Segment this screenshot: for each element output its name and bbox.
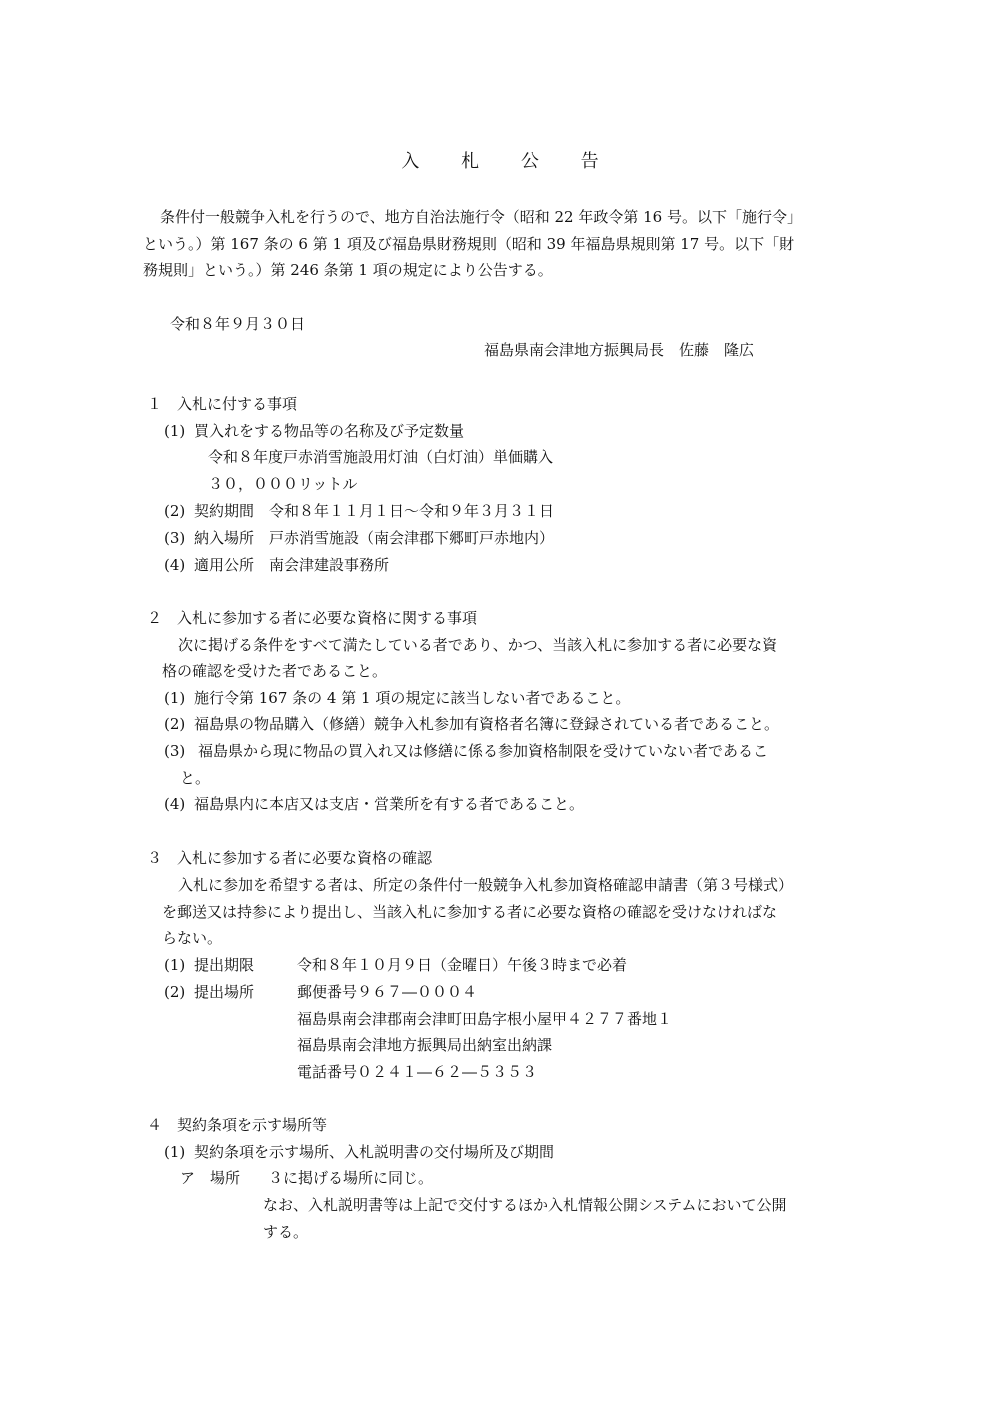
s1-item-4-text: 適用公所 南会津建設事務所 <box>194 556 390 574</box>
s3-office: 福島県南会津地方振興局出納室出納課 <box>297 1036 553 1054</box>
s1-item-4-label: (4) <box>164 556 186 574</box>
s1-item-name: 令和８年度戸赤消雪施設用灯油（白灯油）単価購入 <box>208 448 554 466</box>
s3-para-line-2: を郵送又は持参により提出し、当該入札に参加する者に必要な資格の確認を受けなければな <box>162 903 778 921</box>
section-4-heading: ４ 契約条項を示す場所等 <box>147 1116 328 1134</box>
s3-item-1-value: 令和８年１０月９日（金曜日）午後３時まで必着 <box>297 956 628 974</box>
s2-item-4-label: (4) <box>164 795 186 813</box>
section-2-heading: ２ 入札に参加する者に必要な資格に関する事項 <box>147 609 478 627</box>
s2-para-line-2: 格の確認を受けた者であること。 <box>162 662 388 680</box>
intro-line-2: という。）第 167 条の 6 第 1 項及び福島県財務規則（昭和 39 年福島県規則第 17 号。以下「財 <box>143 235 795 253</box>
s2-item-3-label: (3) <box>164 742 186 760</box>
s4-sub-a-value: ３に掲げる場所に同じ。 <box>268 1169 434 1187</box>
section-3-heading: ３ 入札に参加する者に必要な資格の確認 <box>147 849 433 867</box>
s1-item-3-text: 納入場所 戸赤消雪施設（南会津郡下郷町戸赤地内） <box>194 529 555 547</box>
s3-phone: 電話番号０２４１―６２―５３５３ <box>297 1063 538 1081</box>
s2-item-4-text: 福島県内に本店又は支店・営業所を有する者であること。 <box>194 795 585 813</box>
s3-para-line-1: 入札に参加を希望する者は、所定の条件付一般競争入札参加資格確認申請書（第３号様式） <box>178 876 794 894</box>
s3-item-2-key: 提出場所 <box>194 983 255 1001</box>
s2-item-3-text: 福島県から現に物品の買入れ又は修繕に係る参加資格制限を受けていない者であるこ <box>198 742 769 760</box>
issuer: 福島県南会津地方振興局長 佐藤 隆広 <box>484 341 755 359</box>
s2-item-1-text: 施行令第 167 条の 4 第 1 項の規定に該当しない者であること。 <box>194 689 631 707</box>
section-1-heading: １ 入札に付する事項 <box>147 395 298 413</box>
s2-item-1-label: (1) <box>164 689 186 707</box>
s1-item-2-text: 契約期間 令和８年１１月１日～令和９年３月３１日 <box>194 502 555 520</box>
s3-item-2-label: (2) <box>164 983 186 1001</box>
intro-line-1: 条件付一般競争入札を行うので、地方自治法施行令（昭和 22 年政令第 16 号。以下「施行令」 <box>160 208 802 226</box>
s3-postal-code: 郵便番号９６７―０００４ <box>297 983 478 1001</box>
s1-item-1-label: (1) <box>164 422 186 440</box>
s4-note-line-2: する。 <box>263 1223 309 1241</box>
s3-item-1-key: 提出期限 <box>194 956 255 974</box>
s1-item-2-label: (2) <box>164 502 186 520</box>
s3-address: 福島県南会津郡南会津町田島字根小屋甲４２７７番地１ <box>297 1010 673 1028</box>
s4-note-line-1: なお、入札説明書等は上記で交付するほか入札情報公開システムにおいて公開 <box>263 1196 787 1214</box>
s2-item-3-text-cont: と。 <box>180 769 211 787</box>
s2-item-2-text: 福島県の物品購入（修繕）競争入札参加有資格者名簿に登録されている者であること。 <box>194 715 780 733</box>
s4-item-1-text: 契約条項を示す場所、入札説明書の交付場所及び期間 <box>194 1143 555 1161</box>
page-title: 入 札 公 告 <box>401 151 617 172</box>
s2-para-line-1: 次に掲げる条件をすべて満たしている者であり、かつ、当該入札に参加する者に必要な資 <box>178 636 778 654</box>
s3-item-1-label: (1) <box>164 956 186 974</box>
s1-item-quantity: ３０，０００リットル <box>208 475 358 493</box>
s3-para-line-3: らない。 <box>162 929 223 947</box>
s1-item-1-text: 買入れをする物品等の名称及び予定数量 <box>194 422 465 440</box>
s4-sub-a-label: ア 場所 <box>180 1169 241 1187</box>
notice-date: 令和８年９月３０日 <box>170 315 306 333</box>
s4-item-1-label: (1) <box>164 1143 186 1161</box>
intro-line-3: 務規則」という。）第 246 条第 1 項の規定により公告する。 <box>143 261 553 279</box>
s1-item-3-label: (3) <box>164 529 186 547</box>
s2-item-2-label: (2) <box>164 715 186 733</box>
